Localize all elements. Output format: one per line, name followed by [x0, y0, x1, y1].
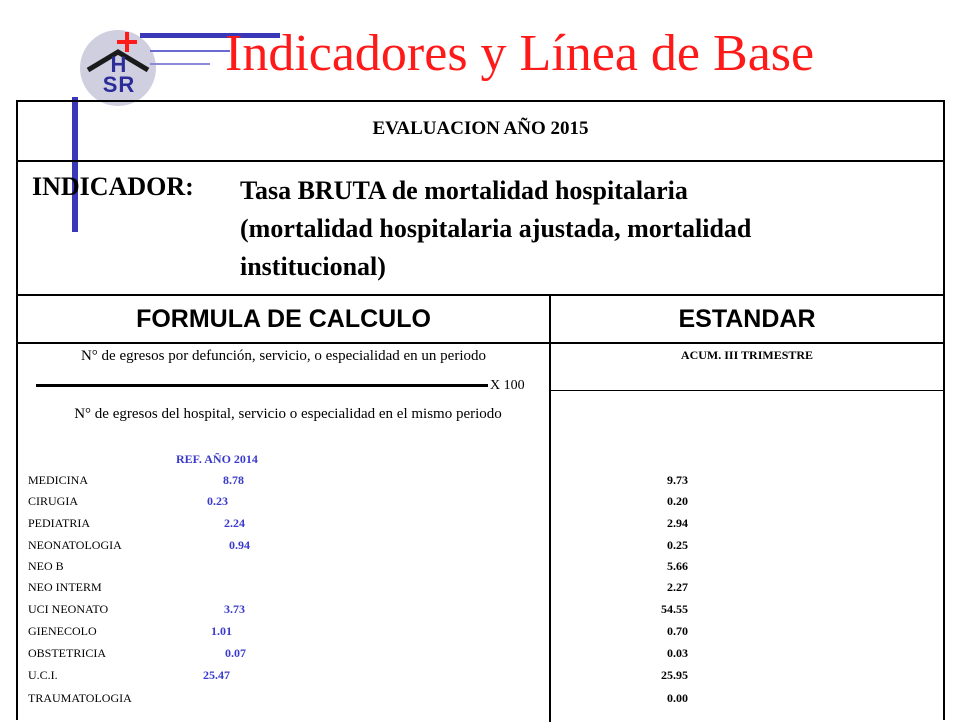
- formula-numerator: N° de egresos por defunción, servicio, o especialidad en un periodo: [80, 348, 487, 364]
- service-name: GIENECOLO: [28, 624, 97, 638]
- formula-denominator: N° de egresos del hospital, servicio o especialidad en el mismo periodo: [74, 406, 502, 422]
- service-name: NEO INTERM: [28, 580, 102, 594]
- standard-value: 2.94: [667, 516, 688, 530]
- logo-line: [150, 50, 230, 52]
- service-name: PEDIATRIA: [28, 516, 90, 530]
- indicator-line-3: institucional): [240, 252, 386, 281]
- indicator-table: [16, 100, 945, 720]
- standard-value: 0.00: [667, 691, 688, 705]
- indicator-line-2: (mortalidad hospitalaria ajustada, mortalidad: [240, 214, 752, 243]
- logo-text: [84, 52, 154, 97]
- evaluation-row: EVALUACION AÑO 2015: [18, 102, 943, 162]
- page-title: Indicadores y Línea de Base: [225, 25, 815, 82]
- reference-value: 25.47: [203, 668, 230, 682]
- reference-value: 8.78: [223, 473, 244, 487]
- row-divider: [551, 390, 943, 391]
- indicator-line-1: Tasa BRUTA de mortalidad hospitalaria: [240, 176, 688, 205]
- reference-value: 0.23: [207, 494, 228, 508]
- indicator-label: INDICADOR:: [32, 172, 194, 201]
- standard-value: 54.55: [661, 602, 688, 616]
- standard-period-label: ACUM. III TRIMESTRE: [680, 348, 814, 362]
- logo-text-top: H: [110, 52, 128, 77]
- logo-text-bottom: SR: [102, 72, 136, 97]
- formula-column-header: FORMULA DE CALCULO: [18, 294, 551, 342]
- standard-value: 5.66: [667, 559, 688, 573]
- service-name: CIRUGIA: [28, 494, 78, 508]
- reference-value: 2.24: [224, 516, 245, 530]
- standard-value: 0.03: [667, 646, 688, 660]
- service-name: U.C.I.: [28, 668, 58, 682]
- reference-value: 0.94: [229, 538, 250, 552]
- service-name: OBSTETRICIA: [28, 646, 106, 660]
- reference-value: 3.73: [224, 602, 245, 616]
- standard-value: 0.70: [667, 624, 688, 638]
- formula-multiplier: X 100: [490, 378, 525, 393]
- reference-value: 0.07: [225, 646, 246, 660]
- standard-value: 0.25: [667, 538, 688, 552]
- reference-year-label: REF. AÑO 2014: [176, 452, 258, 466]
- indicator-row: [18, 160, 943, 296]
- column-headers: [18, 294, 943, 344]
- reference-value: 1.01: [211, 624, 232, 638]
- standard-value: 25.95: [661, 668, 688, 682]
- column-divider: [549, 342, 551, 722]
- standard-value: 0.20: [667, 494, 688, 508]
- service-name: NEONATOLOGIA: [28, 538, 122, 552]
- standard-value: 2.27: [667, 580, 688, 594]
- service-name: TRAUMATOLOGIA: [28, 691, 132, 705]
- service-name: UCI NEONATO: [28, 602, 109, 616]
- indicator-description: [240, 172, 930, 286]
- fraction-bar: [36, 384, 488, 387]
- standard-column-header: ESTANDAR: [678, 305, 816, 333]
- standard-value: 9.73: [667, 473, 688, 487]
- service-name: NEO B: [28, 559, 64, 573]
- logo-line: [150, 63, 210, 65]
- service-name: MEDICINA: [28, 473, 88, 487]
